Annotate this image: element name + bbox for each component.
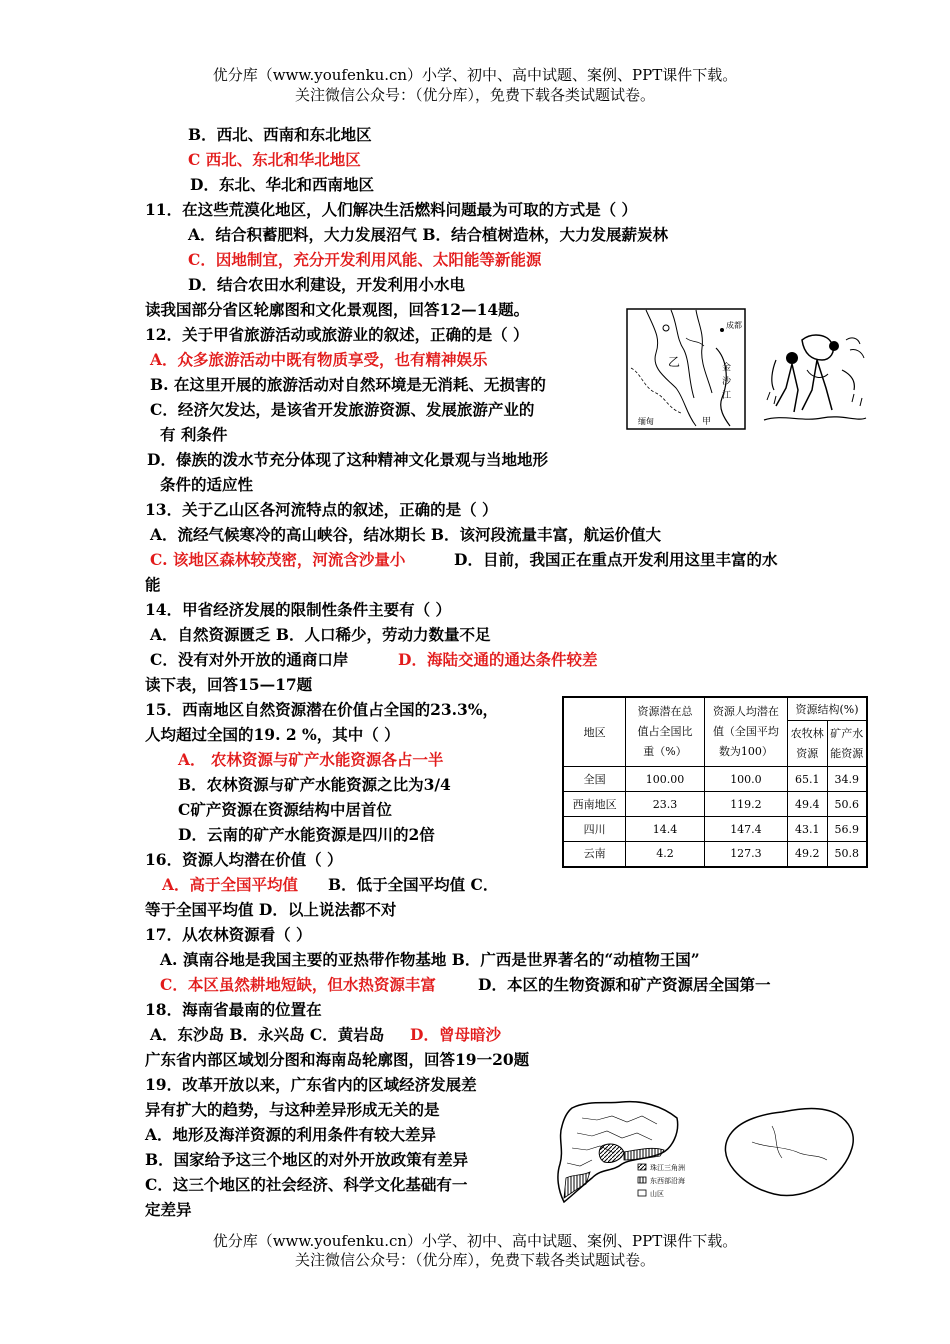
- guangdong-region-map: [552, 1098, 692, 1208]
- cell-per-capita: 119.2: [704, 792, 787, 817]
- cell-region: 西南地区: [563, 792, 626, 817]
- map1-label-yi: 乙: [668, 355, 681, 369]
- option-11d: D．结合农田水利建设，开发利用小水电: [188, 275, 465, 294]
- option-10b: B．西北、西南和东北地区: [188, 125, 372, 144]
- option-12a: A．众多旅游活动中既有物质享受，也有精神娱乐: [150, 350, 488, 369]
- question-13: 13．关于乙山区各河流特点的叙述，正确的是（ ）: [145, 500, 498, 519]
- question-18: 18．海南省最南的位置在: [145, 1000, 322, 1019]
- map1-label-jia: 甲: [702, 417, 712, 427]
- option-15c: C矿产资源在资源结构中居首位: [178, 800, 392, 819]
- option-18d: D．曾母暗沙: [410, 1025, 501, 1044]
- table-row: [563, 792, 867, 817]
- question-11: 11．在这些荒漠化地区，人们解决生活燃料问题最为可取的方式是（ ）: [145, 200, 637, 219]
- map1-label-jiang: 江: [722, 391, 732, 401]
- question-15: 15．西南地区自然资源潜在价值占全国的23.3%，: [145, 700, 499, 719]
- option-12b: B. 在这里开展的旅游活动对自然环境是无消耗、无损害的: [150, 375, 546, 394]
- option-13ab: A．流经气候寒冷的高山峡谷，结冰期长 B．该河段流量丰富，航运价值大: [150, 525, 662, 544]
- option-16bc: B．低于全国平均值 C．: [328, 875, 499, 894]
- option-11ab: A．结合积蓄肥料，大力发展沼气 B．结合植树造林，大力发展薪炭林: [188, 225, 669, 244]
- table-header-per-capita: 资源人均潜在值（全国平均数为100）: [704, 697, 787, 767]
- instruction-15-17: 读下表，回答15—17题: [145, 675, 313, 694]
- option-12d: D．傣族的泼水节充分体现了这种精神文化景观与当地地形: [147, 450, 548, 469]
- option-10d: D．东北、华北和西南地区: [190, 175, 374, 194]
- cell-per-capita: 147.4: [704, 817, 787, 842]
- map1-label-sha: 沙: [722, 377, 732, 387]
- option-19c-cont: 定差异: [145, 1200, 192, 1219]
- option-19a: A．地形及海洋资源的利用条件有较大差异: [145, 1125, 437, 1144]
- cell-agri: 65.1: [788, 767, 827, 792]
- instruction-12-14: 读我国部分省区轮廓图和文化景观图，回答12—14题。: [145, 300, 530, 319]
- option-17c: C．本区虽然耕地短缺，但水热资源丰富: [160, 975, 436, 994]
- cell-region: 云南: [563, 842, 626, 867]
- question-19: 19．改革开放以来，广东省内的区域经济发展差: [145, 1075, 477, 1094]
- option-13c: C. 该地区森林较茂密，河流含沙量小: [150, 550, 406, 569]
- cell-agri: 49.2: [788, 842, 827, 867]
- table-header-region: 地区: [563, 697, 626, 767]
- map1-label-myanmar: 缅甸: [638, 417, 654, 426]
- question-16: 16．资源人均潜在价值（ ）: [145, 850, 343, 869]
- table-header-share: 资源潜在总值占全国比重（%）: [626, 697, 705, 767]
- question-15-cont: 人均超过全国的19. 2 %，其中（ ）: [145, 725, 400, 744]
- option-11c: C．因地制宜，充分开发利用风能、太阳能等新能源: [188, 250, 542, 269]
- option-16cd: 等于全国平均值 D．以上说法都不对: [145, 900, 397, 919]
- option-13d-cont: 能: [145, 575, 161, 594]
- option-15a: A． 农林资源与矿产水能资源各占一半: [178, 750, 444, 769]
- legend-coastal: 东西部沿海: [650, 1177, 685, 1185]
- question-12: 12．关于甲省旅游活动或旅游业的叙述，正确的是（ ）: [145, 325, 529, 344]
- option-18abc: A．东沙岛 B．永兴岛 C．黄岩岛: [150, 1025, 385, 1044]
- option-16a: A．高于全国平均值: [162, 875, 299, 894]
- cell-agri: 43.1: [788, 817, 827, 842]
- hainan-island-outline: [712, 1102, 862, 1200]
- question-14: 14．甲省经济发展的限制性条件主要有（ ）: [145, 600, 451, 619]
- header-line-1: 优分库（www.youfenku.cn）小学、初中、高中试题、案例、PPT课件下载。: [212, 66, 738, 84]
- map1-label-chengdu: 成都: [726, 321, 742, 330]
- cell-per-capita: 127.3: [704, 842, 787, 867]
- option-14c: C．没有对外开放的通商口岸: [150, 650, 349, 669]
- option-14d: D．海陆交通的通达条件较差: [398, 650, 598, 669]
- cell-mineral: 34.9: [827, 767, 867, 792]
- option-17ab: A. 滇南谷地是我国主要的亚热带作物基地 B．广西是世界著名的“动植物王国”: [160, 950, 700, 969]
- footer-line-2: 关注微信公众号：（优分库），免费下载各类试题试卷。: [294, 1251, 655, 1269]
- header-line-2: 关注微信公众号：（优分库），免费下载各类试题试卷。: [294, 86, 655, 104]
- option-12d-cont: 条件的适应性: [160, 475, 254, 494]
- legend-pearl-river-delta: 珠江三角洲: [650, 1164, 685, 1172]
- table-header-structure: 资源结构(%): [788, 697, 867, 721]
- cell-share: 14.4: [626, 817, 705, 842]
- cell-region: 全国: [563, 767, 626, 792]
- cell-share: 100.00: [626, 767, 705, 792]
- table-header-mineral: 矿产水能资源: [827, 721, 867, 767]
- cell-share: 23.3: [626, 792, 705, 817]
- option-17d: D．本区的生物资源和矿产资源居全国第一: [478, 975, 771, 994]
- water-splashing-festival-illustration: [762, 330, 868, 426]
- option-13d: D．目前，我国正在重点开发利用这里丰富的水: [454, 550, 778, 569]
- question-19-cont: 异有扩大的趋势，与这种差异形成无关的是: [145, 1100, 440, 1119]
- cell-mineral: 50.8: [827, 842, 867, 867]
- cell-agri: 49.4: [788, 792, 827, 817]
- option-15d: D．云南的矿产水能资源是四川的2倍: [178, 825, 435, 844]
- cell-mineral: 50.6: [827, 792, 867, 817]
- legend-mountain: 山区: [650, 1190, 664, 1198]
- option-14ab: A．自然资源匮乏 B．人口稀少，劳动力数量不足: [150, 625, 491, 644]
- cell-per-capita: 100.0: [704, 767, 787, 792]
- option-19b: B．国家给予这三个地区的对外开放政策有差异: [145, 1150, 469, 1169]
- province-outline-map: [626, 308, 746, 430]
- option-15b: B．农林资源与矿产水能资源之比为3/4: [178, 775, 451, 794]
- question-17: 17．从农林资源看（ ）: [145, 925, 312, 944]
- table-row: [563, 817, 867, 842]
- option-12c-cont: 有 利条件: [160, 425, 228, 444]
- option-12c: C．经济欠发达，是该省开发旅游资源、发展旅游产业的: [150, 400, 535, 419]
- map1-label-jin: 金: [722, 363, 732, 373]
- table-header-agri: 农牧林资源: [788, 721, 827, 767]
- table-row: [563, 842, 867, 867]
- cell-share: 4.2: [626, 842, 705, 867]
- instruction-19-20: 广东省内部区域划分图和海南岛轮廓图，回答19一20题: [145, 1050, 530, 1069]
- option-10c: C 西北、东北和华北地区: [188, 150, 361, 169]
- cell-mineral: 56.9: [827, 817, 867, 842]
- cell-region: 四川: [563, 817, 626, 842]
- option-19c: C．这三个地区的社会经济、科学文化基础有一: [145, 1175, 468, 1194]
- footer-line-1: 优分库（www.youfenku.cn）小学、初中、高中试题、案例、PPT课件下载。: [212, 1232, 738, 1250]
- table-row: [563, 767, 867, 792]
- resource-table: [562, 696, 868, 868]
